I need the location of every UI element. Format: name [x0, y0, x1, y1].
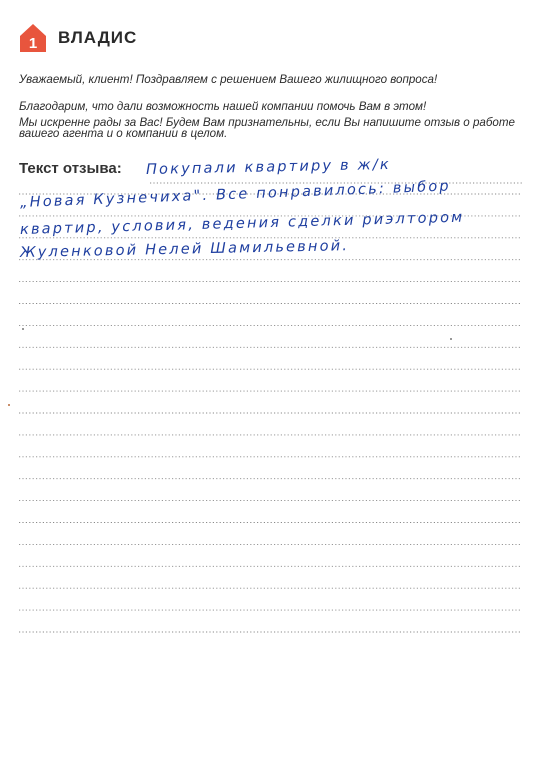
- request-text-line-2: вашего агента и о компании в целом.: [19, 127, 228, 140]
- paper-speck: [8, 404, 10, 406]
- review-label: Текст отзыва:: [19, 160, 122, 177]
- company-name: ВЛАДИС: [58, 28, 138, 47]
- handwritten-line-4: Жуленковой Нелей Шамильевной.: [19, 238, 350, 261]
- paper-speck: [22, 328, 24, 330]
- svg-text:1: 1: [28, 35, 38, 52]
- paper-speck: [450, 338, 452, 340]
- request-text-line-1: Мы искренне рады за Вас! Будем Вам признательны, если Вы напишите отзыв о работе: [19, 116, 515, 129]
- handwritten-line-1: Покупали квартиру в ж/к: [145, 156, 392, 178]
- thanks-text: Благодарим, что дали возможность нашей компании помочь Вам в этом!: [19, 100, 427, 113]
- greeting-text: Уважаемый, клиент! Поздравляем с решением Вашего жилищного вопроса!: [19, 73, 438, 86]
- handwritten-line-3: квартир, условия, ведения сделки риэлтором: [19, 209, 465, 238]
- handwritten-line-2: „Новая Кузнечиха". Все понравилось: выбор: [19, 178, 452, 211]
